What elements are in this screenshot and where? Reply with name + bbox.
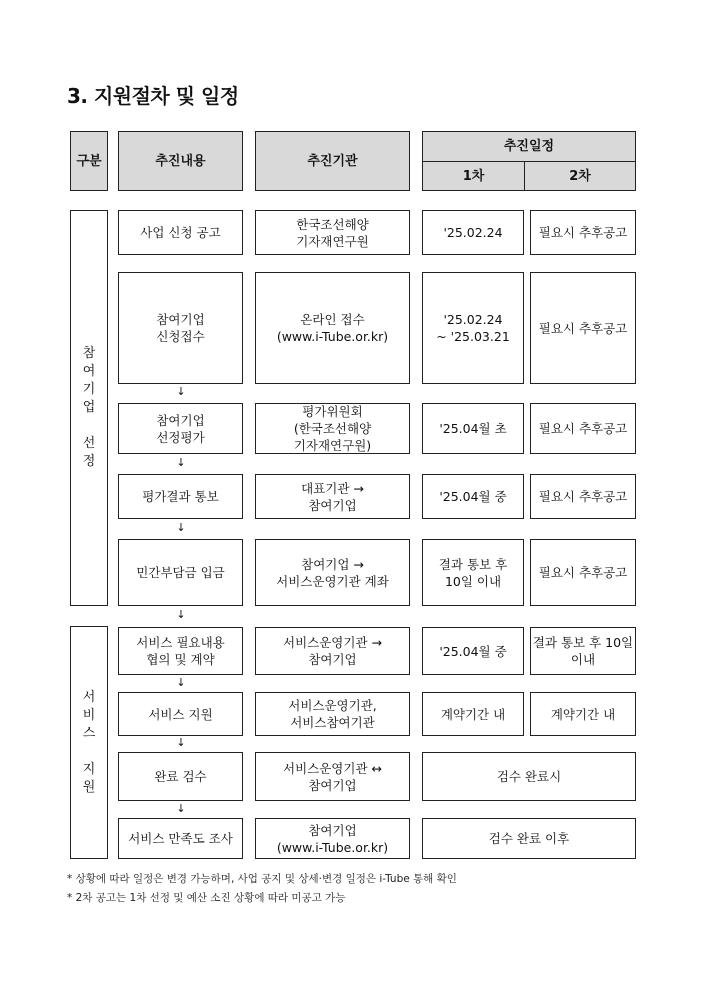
- row-schedule-merged: 검수 완료 이후: [422, 818, 636, 859]
- section-label-service: 서 비 스 지 원: [70, 626, 108, 859]
- section-title: 3. 지원절차 및 일정: [67, 84, 239, 108]
- row-second: 결과 통보 후 10일 이내: [530, 627, 636, 675]
- row-content: 서비스 필요내용 협의 및 계약: [118, 627, 243, 675]
- row-agency: 평가위원회 (한국조선해양 기자재연구원): [255, 403, 410, 454]
- header-content: 추진내용: [118, 131, 243, 191]
- row-first: '25.02.24 ~ '25.03.21: [422, 272, 524, 384]
- row-agency: 대표기관 → 참여기업: [255, 474, 410, 519]
- footnote: * 2차 공고는 1차 선정 및 예산 소진 상황에 따라 미공고 가능: [67, 892, 346, 904]
- row-first: 결과 통보 후 10일 이내: [422, 539, 524, 606]
- row-agency: 한국조선해양 기자재연구원: [255, 210, 410, 255]
- row-content: 사업 신청 공고: [118, 210, 243, 255]
- row-first: '25.04월 중: [422, 627, 524, 675]
- header-agency: 추진기관: [255, 131, 410, 191]
- row-content: 평가결과 통보: [118, 474, 243, 519]
- flow-arrow: ↓: [176, 385, 186, 398]
- section-label-selection: 참 여 기 업 선 정: [70, 210, 108, 606]
- row-schedule-merged: 검수 완료시: [422, 752, 636, 801]
- row-agency: 온라인 접수 (www.i-Tube.or.kr): [255, 272, 410, 384]
- row-agency: 서비스운영기관 → 참여기업: [255, 627, 410, 675]
- row-content: 완료 검수: [118, 752, 243, 801]
- row-agency: 서비스운영기관, 서비스참여기관: [255, 692, 410, 736]
- row-agency: 참여기업 (www.i-Tube.or.kr): [255, 818, 410, 859]
- header-second: 2차: [524, 161, 636, 191]
- row-content: 서비스 만족도 조사: [118, 818, 243, 859]
- row-content: 서비스 지원: [118, 692, 243, 736]
- flow-arrow: ↓: [176, 608, 186, 621]
- row-second: 필요시 추후공고: [530, 403, 636, 454]
- row-content: 민간부담금 입금: [118, 539, 243, 606]
- row-agency: 서비스운영기관 ↔ 참여기업: [255, 752, 410, 801]
- row-second: 계약기간 내: [530, 692, 636, 736]
- header-schedule: 추진일정: [422, 131, 636, 162]
- row-first: '25.04월 초: [422, 403, 524, 454]
- row-content: 참여기업 선정평가: [118, 403, 243, 454]
- row-content: 참여기업 신청접수: [118, 272, 243, 384]
- row-second: 필요시 추후공고: [530, 474, 636, 519]
- flow-arrow: ↓: [176, 802, 186, 815]
- flow-arrow: ↓: [176, 736, 186, 749]
- footnote: * 상황에 따라 일정은 변경 가능하며, 사업 공지 및 상세·변경 일정은 i-Tube 통해 확인: [67, 873, 457, 885]
- row-first: '25.04월 중: [422, 474, 524, 519]
- row-first: '25.02.24: [422, 210, 524, 255]
- flow-arrow: ↓: [176, 676, 186, 689]
- row-second: 필요시 추후공고: [530, 210, 636, 255]
- row-agency: 참여기업 → 서비스운영기관 계좌: [255, 539, 410, 606]
- header-first: 1차: [422, 161, 525, 191]
- row-first: 계약기간 내: [422, 692, 524, 736]
- flow-arrow: ↓: [176, 521, 186, 534]
- row-second: 필요시 추후공고: [530, 272, 636, 384]
- row-second: 필요시 추후공고: [530, 539, 636, 606]
- flow-arrow: ↓: [176, 456, 186, 469]
- header-category: 구분: [70, 131, 108, 191]
